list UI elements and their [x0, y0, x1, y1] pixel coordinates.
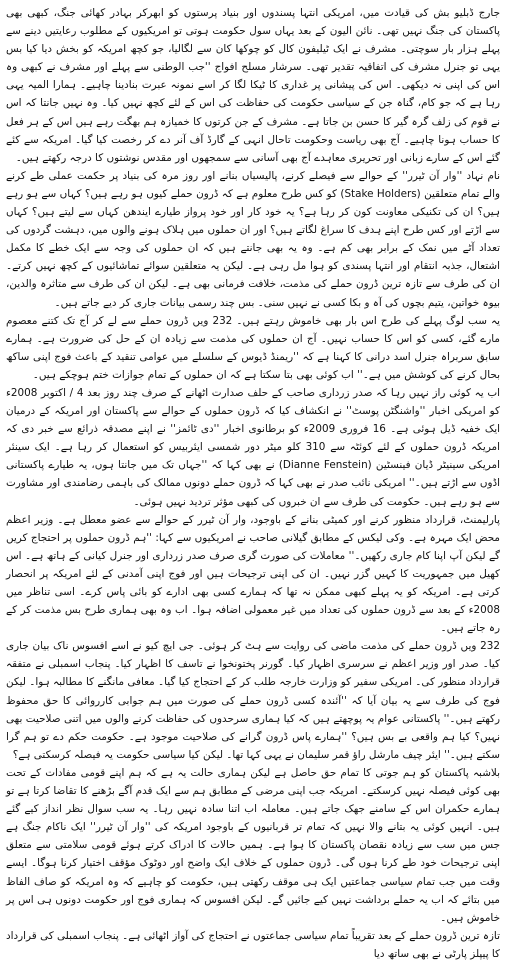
article-paragraph-8: تازہ ترین ڈرون حملے کے بعد تقریباً تمام سیاسی جماعتوں نے احتجاج کی آواز اٹھائی ہے۔ پنجاب اسمبلی کی قرارداد کا پیپلز پارٹی نے بھی ساتھ دیا	[6, 929, 500, 960]
article-paragraph-3: یہ سب لوگ پہلے کی طرح اس بار بھی خاموش رہتے ہیں۔ 232 ویں ڈرون حملے سے لے کر آج تک کتنے معصوم مارے گئے، کسی کو اس کا حساب نہیں۔ آج ان حملوں کی مذمت سے زیادہ ان کے حل کی ضرورت ہے۔ ہمارے سابق سربراہ جنرل اسد درانی کا کہنا ہے کہ ''ریمنڈ ڈیوس کے سلسلے میں عوامی تنقید کے باعث فوج اپنی ساکھ بحال کرنے کی کوشش میں ہے۔'' اب کوئی بھی بتا سکتا ہے کہ ان حملوں کے تمام جوازات ختم ہوچکے ہیں۔	[6, 314, 500, 381]
article-paragraph-1: جارج ڈبلیو بش کی قیادت میں، امریکی انتہا پسندوں اور بنیاد پرستوں کو ابھرکر بہادر کھائی جنگ، کبھی بھی پاکستان کی جنگ نہیں تھی۔ نائن الیون کے بعد یہاں سول حکومت ہوتی تو امریکیوں کے مطلوب رعایتیں دینے سے پہلے ہزار بار سوچتی۔ مشرف نے ایک ٹیلیفون کال کو چوکھا کان سے لگالیا، جو کچھ امریکہ کو بخش دیا کیا بس یہی تو جنرل مشرف کی اتفاقیہ تقدیر تھی۔ سرشار مسلح افواج ''جب الوطنی سے پہلے اور مشرف نے کبھی وہ اس کی اپنی نہ دیکھی۔ اس کی پیشانی پر غداری کا ٹیکا لگا کر اسے نمونہ عبرت بنادینا چاہیے۔ ہمارا المیہ یہی رہا ہے کہ جو کام، گناہ جن کے سیاسی حکومت کی حفاظت کی اس کے لئے کچھ نہیں کیا۔ وہ نہیں جانتا کہ اس نے قوم کی زلف گرہ گیر کا حسن بن جاتا ہے۔ مشرف کے جن کرتوں کا خمیازہ ہم بھگت رہے ہیں اس کے ہر فعل کا حساب ہونا چاہیے۔ آج بھی ریاست وحکومت تاحال انہی کے گارڈ آف آنر دے کر رخصت کیا گیا۔ امریکہ سے کئے گئے اس کے سارے زبانی اور تحریری معاہدے آج بھی آسانی سے سمجھوں اور مقدس نوشتوں کا درجہ رکھتے ہیں۔	[6, 7, 500, 164]
article-paragraph-6: 232 ویں ڈرون حملے کی مذمت ماضی کی روایت سے ہٹ کر ہوئی۔ جی ایچ کیو نے اسے افسوس ناک بیان جاری کیا۔ صدر اور وزیر اعظم نے سرسری اظہار کیا۔ گورنر پختونخوا نے تاسف کا اظہار کیا۔ پنجاب اسمبلی نے متفقہ قرارداد منظور کی۔ امریکی سفیر کو وزارت خارجہ طلب کر کے احتجاج کیا گیا۔ معافی مانگنے کا مطالبہ ہوا۔ لیکن فوج کی طرف سے یہ بیان آیا کہ ''آئندہ کسی ڈرون حملے کی صورت میں ہم جوابی کارروائی کا حق محفوظ رکھتے ہیں۔'' پاکستانی عوام یہ پوچھتے ہیں کہ کیا ہماری سرحدوں کی حفاظت کرنے والوں میں اتنی صلاحیت بھی نہیں؟ کیا ہم واقعی بے بس ہیں؟ ''ہمارے پاس ڈرون گرانے کی صلاحیت موجود ہے۔ حکومت حکم دے تو ہم گرا سکتے ہیں۔'' ایئر چیف مارشل راؤ قمر سلیمان نے یہی کہا تھا۔ لیکن کیا سیاسی حکومت یہ فیصلہ کرسکتی ہے؟	[6, 640, 500, 761]
article-paragraph-2: نام نہاد ''وار آن ٹیرر'' کے حوالے سے فیصلے کرنے، پالیسیاں بنانے اور روز مرہ کی بنیاد پر حکمت عملی طے کرنے والے تمام متعلقین (Stake Holders) کو کس طرح معلوم ہے کہ ڈرون حملے کیوں ہو رہے ہیں؟ کہاں سے ہو رہے ہیں؟ ان کی تکنیکی معاونت کون کر رہا ہے؟ یہ خود کار اور خود پرواز طیارے ایندھن کہاں سے لیتے ہیں؟ کہاں سے اڑتے اور کس طرح اپنے ہدف کا سراغ لگاتے ہیں؟ اور ان حملوں میں ہلاک ہونے والوں میں، دہشت گردوں کی تعداد آٹے میں نمک کے برابر بھی کم ہے۔ وہ یہ بھی جانتے ہیں کہ ان حملوں کی وجہ سے ایک خطے کا مکمل اشتعال، جذبہ انتقام اور انتہا پسندی کو ہوا مل رہی ہے۔ لیکن یہ متعلقین سوائے تماشائیوں کے کچھ نہیں کرتے۔ ان کی طرف سے تازہ ترین ڈرون حملے کی مذمت، خلافت فرمانی بھی ہے۔ لیکن ان کی طرف سے متاثرہ والدین، بیوہ خواتین، یتیم بچوں کی آہ و بکا کسی نے نہیں سنی۔ بس چند رسمی بیانات جاری کر دیے جاتے ہیں۔	[6, 169, 500, 309]
article-paragraph-7: بلاشبہ پاکستان کو ہم جوتی کا تمام حق حاصل ہے لیکن ہماری حالت یہ ہے کہ ہم اپنے قومی مفادات کے تحت بھی کوئی فیصلہ نہیں کرسکتے۔ امریکہ جب اپنی مرضی کے مطابق ہم سے ایک قدم آگے بڑھنے کا تقاضا کرتا ہے تو ہمارے حکمران اس کے سامنے جھک جاتے ہیں۔ معاملہ اب اتنا سادہ نہیں رہا۔ یہ سب سوال نظر انداز کیے گئے ہیں۔ انہیں کوئی یہ بتانے والا نہیں کہ تمام تر قربانیوں کے باوجود امریکہ کی ''وار آن ٹیرر'' ایک ناکام جنگ ہے جس میں سب سے زیادہ نقصان پاکستان کا ہوا ہے۔ ہمیں حالات کا ادراک کرتے ہوئے قومی سلامتی سے متعلق اپنی ترجیحات خود طے کرنا ہوں گی۔ ڈرون حملوں کے خلاف ایک واضح اور دوٹوک مؤقف اختیار کرنا ہوگا۔ ایسے وقت میں جب تمام سیاسی جماعتیں ایک ہی موقف رکھتی ہیں، حکومت کو چاہیے کہ وہ امریکہ کو صاف الفاظ میں بتائے کہ اب یہ حملے برداشت نہیں کیے جائیں گے۔ لیکن افسوس کہ ہماری فوج اور حکومت دونوں ہی اس پر خاموش ہیں۔	[6, 766, 500, 924]
article-paragraph-5: پارلیمنٹ، قرارداد منظور کرنے اور کمیٹی بنانے کے باوجود، وار آن ٹیرر کے حوالے سے عضو معطل ہے۔ وزیر اعظم محض ایک مہرہ ہے۔ وکی لیکس کے مطابق گیلانی صاحب نے امریکیوں سے کہا: ''ہم ڈرون حملوں پر احتجاج کریں گے لیکن آپ اپنا کام جاری رکھیں۔'' معاملات کی صورت گری صرف صدر زرداری اور جنرل کیانی کے ہاتھ ہے۔ اس کھیل میں جمہوریت کا کہیں گزر نہیں۔ ان کی اپنی ترجیحات ہیں اور فوج اپنی آمدنی کے لئے امریکہ پر انحصار کرتی ہے۔ امریکہ کو یہ پہلے کبھی ممکن نہ تھا کہ ہمارے کسی بھی ادارے کو بائی پاس کرے۔ اسی تناظر میں 2008ء کے بعد سے ڈرون حملوں کی تعداد میں غیر معمولی اضافہ ہوا۔ اب وہ بھی ہماری طرح بس مذمت کر کے رہ جاتے ہیں۔	[6, 513, 500, 635]
article-paragraph-4: اب یہ کوئی راز نہیں رہا کہ صدر زرداری صاحب کے حلف صدارت اٹھانے کے صرف چند روز بعد 4 / اکتوبر 2008ء کو امریکی اخبار ''واشنگٹن پوسٹ'' نے انکشاف کیا کہ ڈرون حملوں کے حوالے سے پاکستان اور امریکہ کے درمیان ایک خفیہ ڈیل ہوئی ہے۔ 16 فروری 2009ء کو برطانوی اخبار ''دی ٹائمز'' نے اپنے مصدقہ ذرائع سے خبر دی کہ امریکہ ڈرون حملوں کے لئے کوئٹہ سے 310 کلو میٹر دور شمسی ایئربیس کو استعمال کر رہا ہے۔ ایک سینئر امریکی سینیٹر ڈیان فینسٹین (Dianne Fenstein) نے بھی کہا کہ ''جہاں تک میں جانتا ہوں، یہ طیارے پاکستانی اڈوں سے اڑتے ہیں۔'' امریکی نائب صدر نے بھی کہا کہ ڈرون حملے دونوں ممالک کی باہمی رضامندی اور مشاورت سے ہو رہے ہیں۔ حکومت کی طرف سے ان خبروں کی کبھی مؤثر تردید نہیں ہوئی۔	[6, 386, 501, 508]
